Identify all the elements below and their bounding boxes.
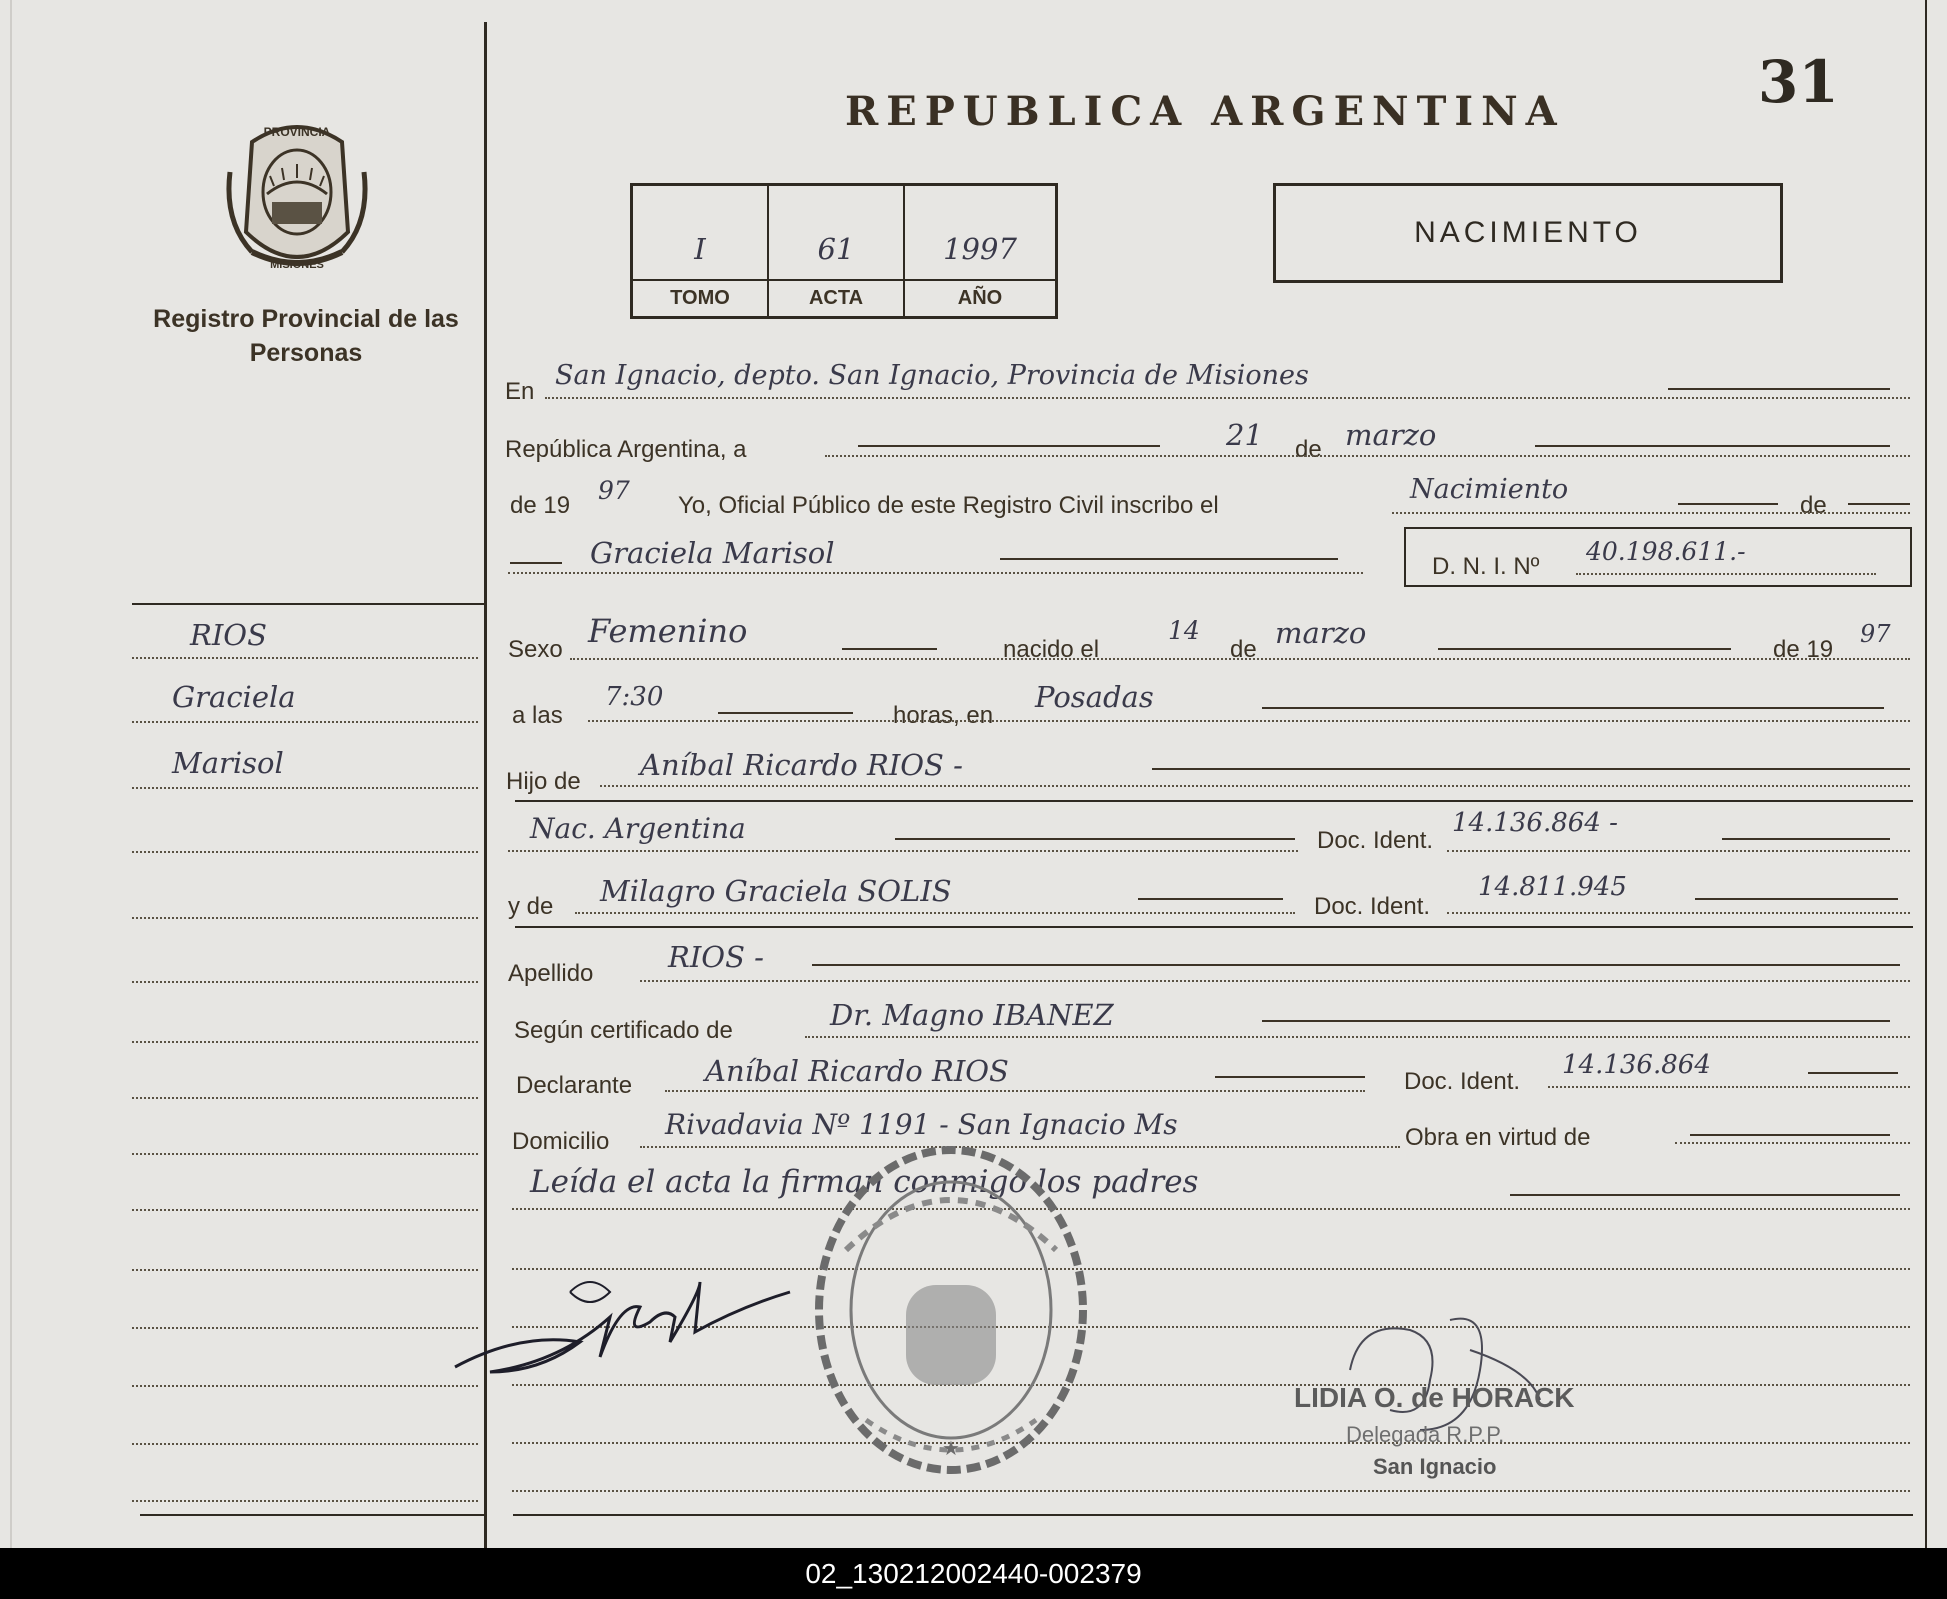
de19-label-2: de 19 [1773, 636, 1834, 663]
declarant-doc-value: 14.136.864 [1562, 1050, 1711, 1080]
fill-rule [825, 455, 1910, 457]
margin-rule [132, 851, 478, 853]
father-doc-value: 14.136.864 - [1452, 808, 1618, 838]
margin-rule [132, 721, 478, 723]
record-type-box [1273, 183, 1783, 283]
margin-rule [132, 981, 478, 983]
tomo-value: I [694, 232, 706, 266]
scan-id-caption: 02_130212002440-002379 [805, 1557, 1142, 1589]
mother-doc-value: 14.811.945 [1478, 872, 1627, 902]
tomo-cell [633, 186, 769, 316]
y-de-label: y de [508, 893, 554, 920]
svg-text:★: ★ [942, 1438, 960, 1460]
left-page-edge [10, 0, 12, 1548]
province-coat-of-arms-icon [222, 112, 372, 282]
folio-number: 31 [1758, 48, 1839, 116]
ano-value: 1997 [943, 232, 1017, 266]
dash-line [718, 712, 853, 714]
nacido-label: nacido el [1003, 636, 1100, 663]
fill-rule [512, 1490, 1910, 1492]
fill-rule [640, 980, 1910, 982]
official-oval-seal [806, 1140, 1096, 1480]
dni-label: D. N. I. Nº [1432, 553, 1540, 580]
margin-rule [132, 1097, 478, 1099]
dash-line [1138, 898, 1283, 900]
margin-surname: RIOS [190, 618, 267, 652]
dash-line [1695, 898, 1898, 900]
margin-rule [132, 1041, 478, 1043]
dash-line [510, 562, 562, 564]
dash-line [1690, 1134, 1890, 1136]
country-title: REPUBLICA ARGENTINA [845, 88, 1565, 135]
republica-label: República Argentina, a [505, 436, 747, 463]
dash-line [1262, 1020, 1890, 1022]
dash-line [1215, 1076, 1365, 1078]
margin-rule [132, 1327, 478, 1329]
body-bottom-rule [513, 1514, 1913, 1516]
dash-line [1535, 445, 1890, 447]
sexo-label: Sexo [508, 636, 563, 663]
birth-month-value: marzo [1275, 616, 1367, 650]
father-nationality-value: Nac. Argentina [530, 812, 746, 845]
acta-value: 61 [817, 232, 855, 266]
svg-text:PROVINCIA: PROVINCIA [263, 125, 331, 139]
dash-line [1808, 1072, 1898, 1074]
fill-rule [1447, 850, 1910, 852]
fill-rule [512, 1208, 1910, 1210]
fill-rule [512, 1384, 1910, 1386]
fill-rule [588, 720, 1910, 722]
ano-cell [905, 186, 1055, 316]
year-suffix-value: 97 [598, 476, 630, 505]
de-label-3: de [1230, 636, 1257, 663]
fill-rule [805, 1036, 1910, 1038]
section-rule [515, 800, 1913, 802]
margin-rule [132, 1385, 478, 1387]
de-label-2: de [1800, 492, 1827, 519]
margin-rule [132, 1269, 478, 1271]
declarante-label: Declarante [516, 1072, 633, 1099]
fill-rule [575, 912, 1295, 914]
left-bottom-rule [140, 1514, 484, 1516]
dash-line [1438, 648, 1731, 650]
en-label: En [505, 378, 535, 405]
left-column-top-rule [132, 603, 484, 605]
record-type-label: NACIMIENTO [1414, 216, 1642, 249]
birth-year-suffix-value: 97 [1860, 620, 1891, 648]
fill-rule [570, 658, 1910, 660]
certificado-label: Según certificado de [514, 1017, 733, 1044]
birth-day-value: 14 [1168, 616, 1200, 645]
address-value: Rivadavia Nº 1191 - San Ignacio Ms [665, 1108, 1178, 1141]
day-value: 21 [1226, 418, 1263, 452]
official-name: LIDIA O. de HORACK [1294, 1382, 1575, 1413]
fill-rule [508, 850, 1298, 852]
acta-cell [769, 186, 905, 316]
margin-rule [132, 787, 478, 789]
doc-ident-label-2: Doc. Ident. [1314, 893, 1431, 920]
fill-rule [545, 397, 1910, 399]
act-inscribed-value: Nacimiento [1410, 474, 1569, 505]
dash-line [1848, 503, 1910, 505]
declarant-value: Aníbal Ricardo RIOS [705, 1054, 1009, 1088]
domicilio-label: Domicilio [512, 1128, 610, 1155]
dash-line [842, 648, 937, 650]
fill-rule [1548, 1086, 1910, 1088]
doc-ident-label-3: Doc. Ident. [1404, 1068, 1521, 1095]
svg-text:MISIONES: MISIONES [270, 259, 324, 271]
de-label: de [1295, 436, 1322, 463]
hijo-label: Hijo de [506, 768, 581, 795]
dni-value: 40.198.611.- [1586, 537, 1746, 566]
birth-place-value: Posadas [1035, 680, 1154, 714]
yo-statement: Yo, Oficial Público de este Registro Civil inscribo el [678, 492, 1219, 519]
margin-second-name: Marisol [172, 746, 284, 780]
dash-line [1000, 558, 1338, 560]
father-name-value: Aníbal Ricardo RIOS - [640, 748, 963, 782]
acta-label: ACTA [769, 279, 903, 310]
dash-line [1262, 707, 1884, 709]
place-value: San Ignacio, depto. San Ignacio, Provincia de Misiones [555, 360, 1309, 391]
surname-value: RIOS - [668, 940, 764, 974]
fill-rule [1576, 573, 1876, 575]
margin-rule [132, 1153, 478, 1155]
ano-label: AÑO [905, 279, 1055, 310]
registry-box [630, 183, 1058, 319]
mother-name-value: Milagro Graciela SOLIS [600, 874, 952, 908]
sex-value: Femenino [588, 612, 748, 650]
dash-line [812, 964, 1900, 966]
dni-box [1404, 527, 1912, 587]
official-office: San Ignacio [1373, 1454, 1497, 1479]
certifier-value: Dr. Magno IBANEZ [830, 998, 1114, 1032]
official-signature [1330, 1310, 1560, 1440]
section-rule-2 [515, 926, 1913, 928]
dash-line [1152, 768, 1910, 770]
margin-rule [132, 657, 478, 659]
fill-rule [1392, 512, 1910, 514]
margin-rule [132, 1209, 478, 1211]
margin-rule [132, 917, 478, 919]
fill-rule [665, 1090, 1365, 1092]
margin-first-name: Graciela [172, 680, 296, 714]
fill-rule [512, 1442, 1910, 1444]
dash-line [1668, 388, 1890, 390]
birth-time-value: 7:30 [605, 682, 664, 712]
doc-ident-label: Doc. Ident. [1317, 827, 1434, 854]
dash-line [1722, 838, 1890, 840]
obra-label: Obra en virtud de [1405, 1124, 1591, 1151]
fill-rule [508, 572, 1363, 574]
dash-line [858, 445, 1160, 447]
declarant-signature [450, 1262, 800, 1382]
margin-rule [132, 1500, 478, 1502]
a-las-label: a las [512, 702, 563, 729]
tomo-label: TOMO [633, 279, 767, 310]
de19-label: de 19 [510, 492, 571, 519]
fill-rule [1675, 1142, 1910, 1144]
horas-label: horas, en [893, 702, 994, 729]
margin-rule [132, 1443, 478, 1445]
dash-line [1510, 1194, 1900, 1196]
fill-rule [1447, 912, 1910, 914]
issuer-name: Registro Provincial de las Personas [153, 305, 459, 367]
apellido-label: Apellido [508, 960, 594, 987]
right-page-edge [1925, 0, 1927, 1548]
closing-note-value: Leída el acta la firman conmigo los padres [530, 1164, 1199, 1200]
official-title: Delegada R.P.P. [1346, 1422, 1505, 1447]
fill-rule [600, 785, 1910, 787]
child-name-value: Graciela Marisol [590, 536, 835, 570]
dash-line [895, 838, 1295, 840]
dash-line [1678, 503, 1778, 505]
month-value: marzo [1345, 418, 1437, 452]
